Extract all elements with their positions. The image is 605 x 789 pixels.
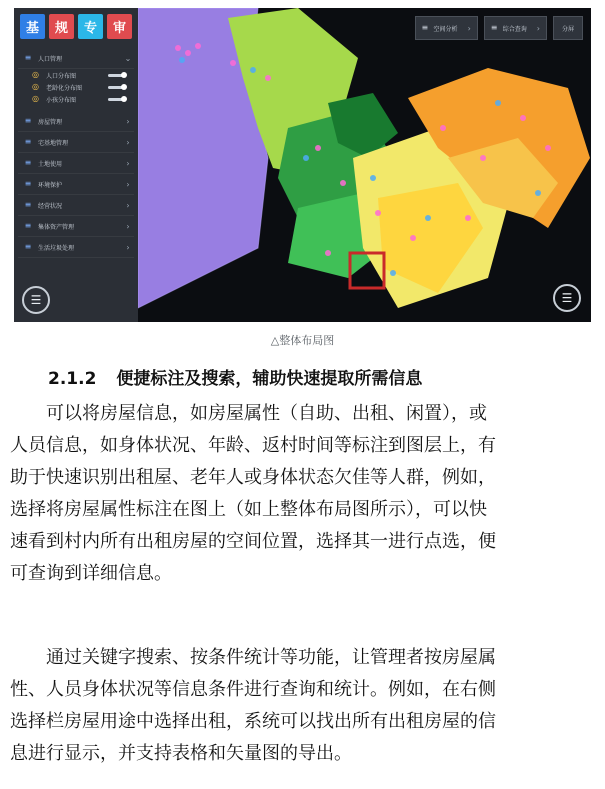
- menu-item-label: 房屋管理: [38, 118, 63, 126]
- menu-icon: ☰: [30, 293, 42, 307]
- chevron-right-icon: ›: [126, 242, 130, 252]
- chevron-right-icon: ›: [467, 23, 471, 33]
- paragraph-line: 速看到村内所有出租房屋的空间位置，选择其一进行点选，便: [10, 531, 496, 552]
- paragraph-line: 选择栏房屋用途中选择出租，系统可以找出所有出租房屋的信: [10, 711, 496, 732]
- button-label: 分屏: [561, 25, 574, 33]
- chevron-right-icon: ›: [126, 221, 130, 231]
- menu-section-title: 人口管理: [38, 55, 63, 63]
- list-icon: ≡: [24, 116, 32, 125]
- list-icon: ≡: [24, 53, 32, 62]
- list-icon: ≡: [490, 23, 498, 32]
- menu-item-label: 环境保护: [38, 181, 63, 189]
- paragraph-line: 可以将房屋信息，如房屋属性（自助、出租、闲置），或: [46, 403, 487, 424]
- layer-toggle[interactable]: [108, 74, 126, 77]
- chevron-right-icon: ›: [126, 179, 130, 189]
- button-label: 空间分析: [433, 25, 458, 33]
- top-toolbar: [415, 16, 583, 40]
- menu-item-6[interactable]: [18, 216, 134, 237]
- menu-toggle-button[interactable]: [22, 286, 50, 314]
- paragraph-line: 息进行显示，并支持表格和矢量图的导出。: [10, 743, 352, 764]
- paragraph-1: [10, 398, 595, 590]
- paragraph-line: 助于快速识别出租屋、老年人或身体状态欠佳等人群，例如，: [10, 467, 496, 488]
- spatial-analysis-button[interactable]: [415, 16, 478, 40]
- menu-item-1[interactable]: [18, 111, 134, 132]
- button-label: 综合查询: [502, 25, 527, 33]
- legend-button[interactable]: [553, 284, 581, 312]
- tab-bar: [20, 14, 132, 39]
- tab-base[interactable]: 基: [20, 14, 45, 39]
- menu-item-7[interactable]: [18, 237, 134, 258]
- menu-item-label: 土地使用: [38, 160, 63, 168]
- paragraph-line: 人员信息，如身体状况、年龄、返村时间等标注到图层上，有: [10, 435, 496, 456]
- menu-icon: ☰: [561, 291, 573, 305]
- section-number: 2.1.2: [48, 369, 97, 389]
- menu-item-label: 集体资产管理: [38, 223, 75, 231]
- paragraph-line: 可查询到详细信息。: [10, 563, 172, 584]
- chevron-right-icon: ›: [126, 137, 130, 147]
- list-icon: ≡: [24, 158, 32, 167]
- sub-item-label: 人口分布图: [46, 72, 77, 80]
- chevron-right-icon: ›: [126, 200, 130, 210]
- app-screenshot: [14, 8, 591, 322]
- menu-section-population[interactable]: [18, 48, 134, 69]
- comprehensive-query-button[interactable]: [484, 16, 547, 40]
- menu-item-2[interactable]: [18, 132, 134, 153]
- chevron-right-icon: ›: [126, 158, 130, 168]
- chevron-down-icon: ⌄: [124, 53, 132, 63]
- map-graphic: [138, 8, 591, 322]
- menu-item-3[interactable]: [18, 153, 134, 174]
- split-screen-button[interactable]: [553, 16, 583, 40]
- paragraph-2: [10, 642, 595, 770]
- paragraph-line: 选择将房屋属性标注在图上（如上整体布局图所示），可以快: [10, 499, 487, 520]
- layer-icon: ◎: [32, 70, 39, 79]
- layer-icon: ◎: [32, 82, 39, 91]
- list-icon: ≡: [24, 179, 32, 188]
- sub-item-label: 老龄化分布图: [46, 84, 83, 92]
- layer-toggle[interactable]: [108, 98, 126, 101]
- chevron-right-icon: ›: [126, 116, 130, 126]
- paragraph-line: 通过关键字搜索、按条件统计等功能，让管理者按房屋属: [46, 647, 496, 668]
- menu-item-label: 经营状况: [38, 202, 63, 210]
- list-icon: ≡: [24, 137, 32, 146]
- menu-item-label: 宅基地管理: [38, 139, 69, 147]
- sub-item-2[interactable]: [18, 81, 134, 93]
- sub-item-3[interactable]: [18, 93, 134, 105]
- layer-tree: [18, 48, 134, 258]
- menu-item-5[interactable]: [18, 195, 134, 216]
- left-panel: [14, 8, 139, 322]
- sub-item-1[interactable]: [18, 69, 134, 81]
- list-icon: ≡: [421, 23, 429, 32]
- menu-item-4[interactable]: [18, 174, 134, 195]
- paragraph-line: 性、人员身体状况等信息条件进行查询和统计。例如，在右侧: [10, 679, 496, 700]
- tab-special[interactable]: 专: [78, 14, 103, 39]
- list-icon: ≡: [24, 242, 32, 251]
- layer-icon: ◎: [32, 94, 39, 103]
- tab-plan[interactable]: 规: [49, 14, 74, 39]
- sub-item-label: 小孩分布图: [46, 96, 77, 104]
- list-icon: ≡: [24, 221, 32, 230]
- figure-caption: △整体布局图: [270, 334, 335, 347]
- menu-item-label: 生活垃圾处理: [38, 244, 75, 252]
- section-heading: [48, 364, 422, 389]
- tab-review[interactable]: 审: [107, 14, 132, 39]
- map-canvas[interactable]: [138, 8, 591, 322]
- list-icon: ≡: [24, 200, 32, 209]
- section-title: 便捷标注及搜索，辅助快速提取所需信息: [116, 369, 423, 389]
- chevron-right-icon: ›: [536, 23, 540, 33]
- layer-toggle[interactable]: [108, 86, 126, 89]
